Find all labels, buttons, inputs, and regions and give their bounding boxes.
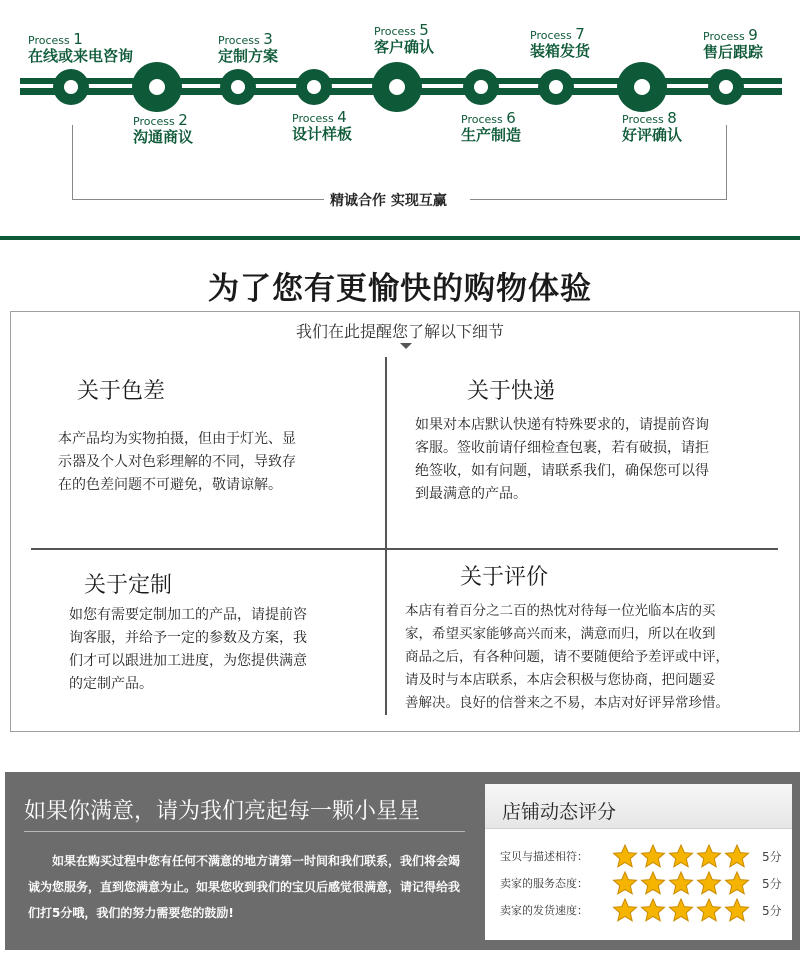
star-icon bbox=[612, 844, 638, 868]
star-icon bbox=[696, 844, 722, 868]
caret-down-icon bbox=[400, 343, 412, 349]
color-difference-title: 关于色差 bbox=[77, 379, 166, 404]
star-icon bbox=[724, 844, 750, 868]
star-icon bbox=[640, 844, 666, 868]
bracket-line-bottom-left bbox=[72, 199, 324, 200]
score-row-service bbox=[500, 872, 790, 894]
rating-banner-text: 如果在购买过程中您有任何不满意的地方请第一时间和我们联系，我们将会竭诚为您服务，直到您满意为止。如果您收到我们的宝贝后感觉很满意，请记得给我们打5分哦，我们的努力需要您的鼓励! bbox=[28, 854, 461, 920]
notice-divider-vertical bbox=[385, 357, 387, 715]
process-motto: 精诚合作 实现互赢 bbox=[330, 193, 447, 209]
process-step-1: Process 1 在线或来电咨询 bbox=[28, 30, 134, 65]
timeline-node-1 bbox=[53, 69, 89, 105]
timeline-node-7 bbox=[538, 69, 574, 105]
star-rating bbox=[612, 844, 752, 872]
star-icon bbox=[696, 871, 722, 895]
shipping-title: 关于快递 bbox=[467, 379, 556, 404]
color-difference-text: 本产品均为实物拍摄，但由于灯光、显 示器及个人对色彩理解的不同，导致存 在的色差问题不可避免，敬请谅解。 bbox=[58, 431, 296, 493]
process-step-9: Process 9 售后跟踪 bbox=[703, 26, 764, 61]
timeline-node-5 bbox=[372, 62, 422, 112]
shipping-text: 如果对本店默认快递有特殊要求的，请提前咨询 客服。签收前请仔细检查包裹，若有破损，请拒 绝签收，如有问题，请联系我们，确保您可以得 到最满意的产品。 bbox=[415, 417, 709, 502]
score-label: 宝贝与描述相符： bbox=[500, 850, 588, 863]
score-row-shipping bbox=[500, 899, 790, 921]
star-icon bbox=[612, 871, 638, 895]
star-icon bbox=[724, 871, 750, 895]
process-step-7: Process 7 装箱发货 bbox=[530, 25, 591, 60]
process-step-2: Process 2 沟通商议 bbox=[133, 111, 194, 146]
notice-title: 为了您有更愉快的购物体验 bbox=[208, 271, 592, 307]
bracket-line-left bbox=[72, 125, 73, 200]
score-value: 5分 bbox=[762, 877, 782, 891]
score-row-description bbox=[500, 845, 790, 867]
process-step-4: Process 4 设计样板 bbox=[292, 108, 353, 143]
star-icon bbox=[668, 844, 694, 868]
star-icon bbox=[668, 898, 694, 922]
process-step-8: Process 8 好评确认 bbox=[622, 109, 683, 144]
score-value: 5分 bbox=[762, 850, 782, 864]
bracket-line-bottom-right bbox=[470, 199, 727, 200]
shop-score-title: 店铺动态评分 bbox=[502, 801, 617, 823]
star-rating bbox=[612, 871, 752, 899]
score-label: 卖家的服务态度： bbox=[500, 877, 588, 890]
timeline-node-2 bbox=[132, 62, 182, 112]
notice-subtitle: 我们在此提醒您了解以下细节 bbox=[295, 322, 504, 341]
star-icon bbox=[640, 871, 666, 895]
star-icon bbox=[640, 898, 666, 922]
section-divider bbox=[0, 236, 800, 240]
customization-text: 如您有需要定制加工的产品，请提前咨 询客服，并给予一定的参数及方案，我 们才可以跟进加工进度，为您提供满意 的定制产品。 bbox=[69, 607, 307, 692]
notice-divider-horizontal bbox=[31, 548, 778, 550]
star-icon bbox=[696, 898, 722, 922]
star-icon bbox=[612, 898, 638, 922]
score-label: 卖家的发货速度： bbox=[500, 904, 588, 917]
process-step-5: Process 5 客户确认 bbox=[374, 21, 435, 56]
process-step-6: Process 6 生产制造 bbox=[461, 109, 522, 144]
timeline-node-6 bbox=[463, 69, 499, 105]
process-step-3: Process 3 定制方案 bbox=[218, 30, 279, 65]
star-icon bbox=[724, 898, 750, 922]
rating-banner-rule bbox=[24, 831, 465, 832]
customization-title: 关于定制 bbox=[84, 573, 173, 598]
bracket-line-right bbox=[726, 125, 727, 200]
timeline-node-8 bbox=[617, 62, 667, 112]
score-value: 5分 bbox=[762, 904, 782, 918]
star-icon bbox=[668, 871, 694, 895]
review-text: 本店有着百分之二百的热忱对待每一位光临本店的买 家，希望买家能够高兴而来，满意而归，所以在收到 商品之后，有各种问题，请不要随便给予差评或中评， 请及时与本店联系，本店会积极与您协商，把问题妥 善解决。良好的信誉来之不易，本店对好评异常珍惜。 bbox=[405, 603, 729, 711]
timeline-node-3 bbox=[220, 69, 256, 105]
rating-banner-title: 如果你满意，请为我们亮起每一颗小星星 bbox=[24, 799, 421, 824]
timeline-node-4 bbox=[296, 69, 332, 105]
process-timeline bbox=[0, 0, 800, 240]
star-rating bbox=[612, 898, 752, 926]
review-title: 关于评价 bbox=[460, 565, 549, 590]
timeline-node-9 bbox=[708, 69, 744, 105]
